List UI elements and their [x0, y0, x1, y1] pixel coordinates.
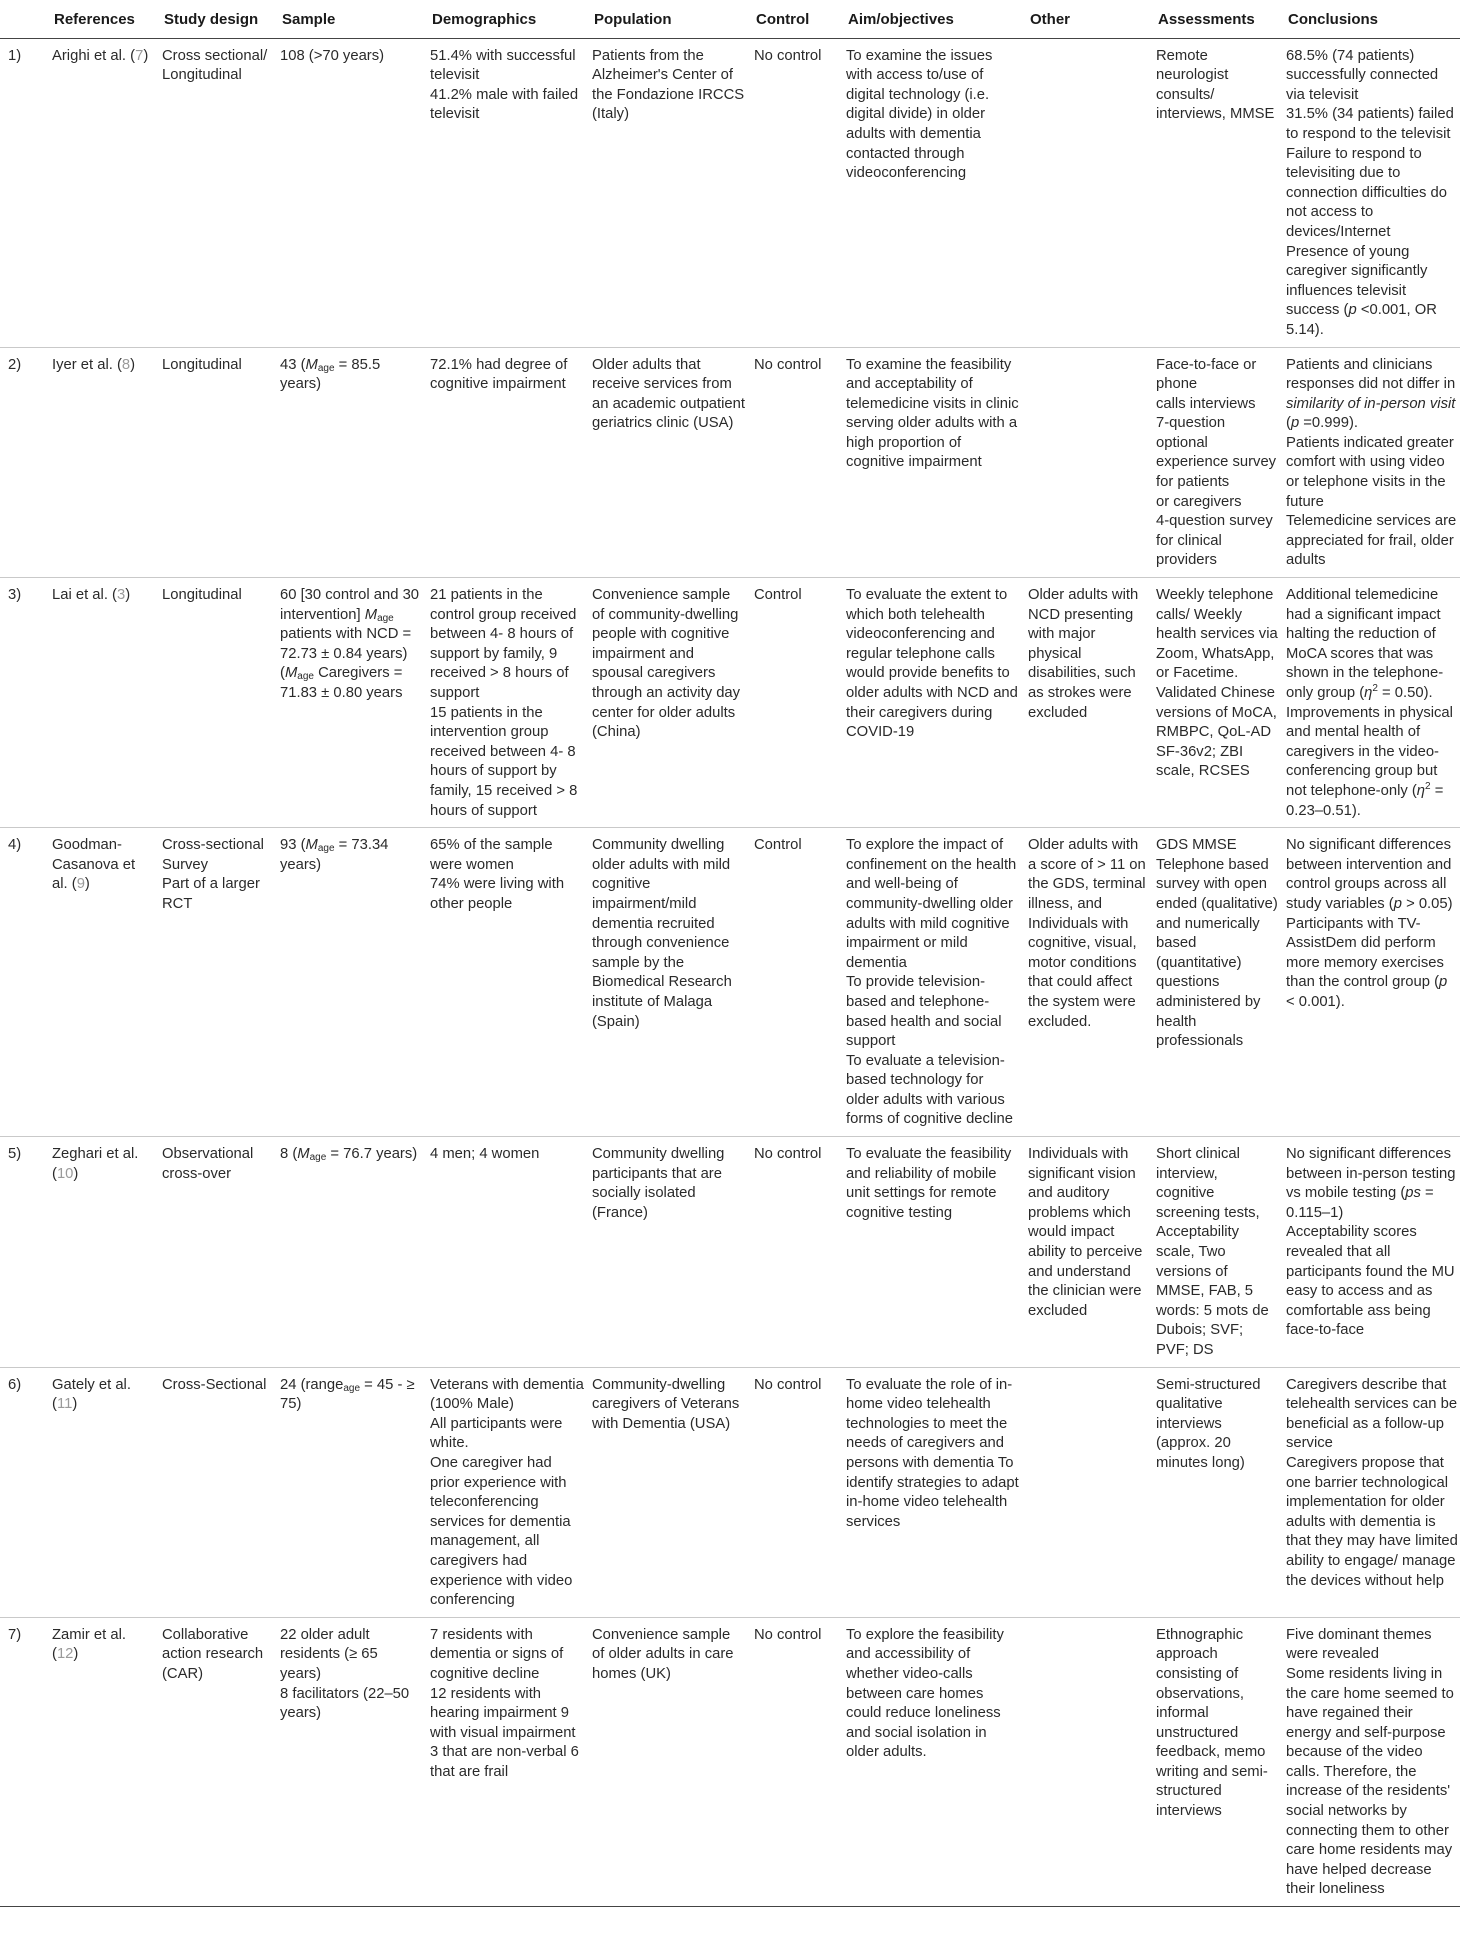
demographics-line: 41.2% male with failed televisit [430, 86, 579, 123]
aim-line: To examine the issues with access to/use of digital technology (i.e. digital divide) in older adults with dementia contacted through videoconferencing [846, 47, 993, 182]
conclusions-cell [1280, 1617, 1460, 1906]
demographics-line: 12 residents with hearing impairment 9 with visual impairment [430, 1685, 576, 1741]
assessments-line: calls interviews [1156, 395, 1256, 412]
design-line: Part of a larger RCT [162, 876, 260, 912]
conclusions-line: No significant differences between in-person testing vs mobile testing (ps = 0.115–1) [1286, 1146, 1456, 1221]
assessments-line: GDS MMSE Telephone based survey with open ended (qualitative) and numerically based (quantitative) questions administered by health professionals [1156, 837, 1278, 1050]
header-cell-assessments: Assessments [1158, 11, 1255, 28]
reference-number-link[interactable]: 12 [56, 1646, 74, 1663]
reference-author: Arighi et al. [52, 47, 127, 64]
conclusions-line: Participants with TV-AssistDem did perform more memory exercises than the control group (p < 0.001). [1286, 915, 1448, 1010]
population-cell [586, 38, 748, 347]
sample-line: 108 (>70 years) [280, 47, 385, 64]
aim-line: To evaluate the feasibility and reliability of mobile unit settings for remote cognitive testing [846, 1146, 1012, 1221]
design-line: Observational cross-over [162, 1146, 254, 1182]
design-line: Longitudinal [162, 587, 242, 604]
design-cell [156, 578, 274, 828]
reference-cell: Goodman-Casanova et al. (9) [52, 837, 136, 893]
aim-cell [840, 38, 1022, 347]
aim-line: To evaluate the role of in-home video telehealth technologies to meet the needs of caregivers and persons with dementia To identify strategies to adapt in-home video telehealth services [846, 1376, 1019, 1530]
conclusions-line: No significant differences between intervention and control groups across all study variables (p > 0.05) [1286, 837, 1453, 912]
conclusions-line: Patients indicated greater comfort with using video or telephone visits in the future [1286, 434, 1454, 510]
reference-cell: Zamir et al. (12) [52, 1626, 126, 1663]
assessments-cell [1150, 347, 1280, 578]
conclusions-line: Some residents living in the care home seemed to have regained their energy and self-purpose because of the video calls. Therefore, the increase of the residents' social networks by connecting them to other care home residents may have helped decrease their loneliness [1286, 1665, 1454, 1898]
table-row [0, 1367, 1460, 1617]
population-line: Older adults that receive services from an academic outpatient geriatrics clinic (USA) [592, 356, 746, 432]
aim-line: To provide television-based and telephone-based health and social support [846, 974, 1002, 1050]
sample-line: 60 [30 control and 30 intervention] $M_{age}$ patients with NCD = 72.73 ± 0.84 years) ($M_{age}$ Caregivers = 71.83 ± 0.80 years [280, 587, 420, 701]
conclusions-line: 68.5% (74 patients) successfully connected via televisit [1286, 47, 1439, 103]
conclusions-line: 31.5% (34 patients) failed to respond to the televisit [1286, 106, 1454, 142]
assessments-line: Short clinical interview, cognitive screening tests, Acceptability scale, Two versions of MMSE, FAB, 5 words: 5 mots de Dubois; SVF; PVF; DS [1156, 1146, 1269, 1358]
sample-cell [274, 1367, 424, 1617]
assessments-line: Validated Chinese versions of MoCA, RMBPC, QoL-AD SF-36v2; ZBI scale, RCSES [1156, 685, 1277, 780]
control-cell: No control [754, 1146, 822, 1163]
demographics-cell [424, 38, 586, 347]
population-cell [586, 347, 748, 578]
aim-line: To examine the feasibility and acceptability of telemedicine visits in clinic serving older adults with a high proportion of cognitive impairment [846, 356, 1019, 471]
demographics-line: 7 residents with dementia or signs of cognitive decline [430, 1626, 564, 1682]
assessments-line: Ethnographic approach consisting of observations, informal unstructured feedback, memo writing and semi-structured interviews [1156, 1626, 1268, 1820]
assessments-line: Semi-structured qualitative interviews (approx. 20 minutes long) [1156, 1376, 1261, 1471]
header-cell-sample: Sample [282, 11, 336, 28]
row-number-cell: 5) [8, 1146, 22, 1163]
aim-line: To evaluate the extent to which both telehealth videoconferencing and regular telephone calls would provide benefits to older adults with NCD and their caregivers during COVID-19 [846, 587, 1018, 741]
row-number-cell: 2) [8, 356, 22, 373]
population-line: Community dwelling participants that are socially isolated (France) [592, 1146, 725, 1221]
sample-cell [274, 1137, 424, 1368]
assessments-line: Face-to-face or phone [1156, 356, 1257, 393]
conclusions-line: Patients and clinicians responses did not differ in similarity of in-person visit (p =0.999). [1286, 356, 1456, 432]
header-cell-study-design: Study design [164, 11, 259, 28]
assessments-cell [1150, 578, 1280, 828]
demographics-line: 15 patients in the intervention group received between 4- 8 hours of support by family, 15 received > 8 hours of support [430, 704, 578, 819]
aim-cell [840, 578, 1022, 828]
reference-cell: Iyer et al. (8) [52, 356, 136, 373]
conclusions-cell [1280, 1137, 1460, 1368]
sample-line: 43 ($M_{age} = 85.5$ years) [280, 356, 381, 393]
table-body [0, 38, 1460, 1906]
header-cell-index [0, 0, 46, 38]
reference-number-link[interactable]: 7 [135, 47, 144, 64]
aim-cell [840, 1367, 1022, 1617]
design-line: Collaborative action research (CAR) [162, 1626, 264, 1682]
population-line: Convenience sample of community-dwelling people with cognitive impairment and spousal caregivers through an activity day center for older adults (China) [592, 587, 741, 741]
assessments-line: Weekly telephone calls/ Weekly health services via Zoom, WhatsApp, or Facetime. [1156, 587, 1278, 682]
assessments-line: 7-question optional experience survey for patients [1156, 415, 1277, 491]
table-row [0, 828, 1460, 1137]
population-cell [586, 828, 748, 1137]
demographics-line: 51.4% with successful televisit [430, 47, 576, 84]
control-cell: No control [754, 1626, 822, 1643]
sample-cell [274, 828, 424, 1137]
assessments-line: 4-question survey for clinical providers [1156, 513, 1273, 569]
conclusions-cell [1280, 828, 1460, 1137]
conclusions-line: Presence of young caregiver significantly influences televisit success (p <0.001, OR 5.14). [1286, 243, 1437, 338]
other-cell [1022, 38, 1150, 347]
conclusions-line: Caregivers propose that one barrier technological implementation for older adults with dementia is that they may have limited ability to engage/ manage the devices without help [1286, 1454, 1458, 1589]
conclusions-line: Telemedicine services are appreciated for frail, older adults [1286, 513, 1457, 569]
aim-cell [840, 828, 1022, 1137]
reference-cell: Zeghari et al. (10) [52, 1146, 139, 1182]
demographics-cell [424, 1617, 586, 1906]
demographics-cell [424, 578, 586, 828]
table-row [0, 38, 1460, 347]
demographics-line: 4 men; 4 women [430, 1146, 540, 1163]
demographics-line: 3 that are non-verbal 6 that are frail [430, 1744, 579, 1780]
reference-author: Gately et al. [52, 1376, 131, 1393]
population-line: Community-dwelling caregivers of Veterans with Dementia (USA) [592, 1376, 740, 1432]
header-cell-aim: Aim/objectives [848, 11, 954, 28]
demographics-line: 74% were living with other people [430, 876, 565, 912]
design-line: Cross-sectional Survey [162, 837, 264, 873]
design-cell [156, 1617, 274, 1906]
design-cell [156, 347, 274, 578]
control-cell: Control [754, 837, 802, 854]
reference-author: Zeghari et al. [52, 1146, 139, 1163]
conclusions-line: Acceptability scores revealed that all participants found the MU easy to access and as comfortable ass being face-to-face [1286, 1224, 1455, 1339]
row-number-cell: 7) [8, 1626, 22, 1643]
header-cell-control: Control [756, 11, 810, 28]
assessments-cell [1150, 1137, 1280, 1368]
population-cell [586, 578, 748, 828]
conclusions-line: Five dominant themes were revealed [1286, 1626, 1432, 1663]
other-cell [1022, 1367, 1150, 1617]
sample-cell [274, 1617, 424, 1906]
other-cell [1022, 828, 1150, 1137]
header-cell-references: References [54, 11, 135, 28]
conclusions-line: Caregivers describe that telehealth services can be beneficial as a follow-up service [1286, 1376, 1458, 1452]
assessments-cell [1150, 1617, 1280, 1906]
population-cell [586, 1137, 748, 1368]
reference-author: Zamir et al. [52, 1626, 126, 1643]
demographics-line: One caregiver had prior experience with teleconferencing services for dementia management, all caregivers had experience with video conferencing [430, 1454, 573, 1609]
aim-cell [840, 1617, 1022, 1906]
conclusions-line: Additional telemedicine had a significant impact halting the reduction of MoCA scores that was shown in the telephone-only group $(\eta^2 = 0.50)$. [1286, 587, 1444, 701]
sample-cell [274, 578, 424, 828]
control-cell: No control [754, 1376, 822, 1393]
population-line: Community dwelling older adults with mild cognitive impairment/mild dementia recruited through convenience sample by the Biomedical Research institute of Malaga (Spain) [592, 837, 732, 1030]
assessments-cell [1150, 38, 1280, 347]
demographics-cell [424, 1367, 586, 1617]
conclusions-line: Failure to respond to televisiting due to connection difficulties do not access to devices/Internet [1286, 145, 1447, 240]
reference-author: Iyer et al. [52, 356, 113, 373]
conclusions-cell [1280, 38, 1460, 347]
design-line: Longitudinal [162, 67, 242, 84]
sample-line: 22 older adult residents (≥ 65 years) [280, 1626, 378, 1682]
design-cell [156, 38, 274, 347]
design-cell [156, 1137, 274, 1368]
conclusions-cell [1280, 347, 1460, 578]
other-line: Older adults with NCD presenting with major physical disabilities, such as strokes were excluded [1028, 587, 1139, 721]
reference-cell: Gately et al. (11) [52, 1376, 131, 1413]
reference-cell: Arighi et al. (7) [52, 47, 149, 64]
population-line: Convenience sample of older adults in care homes (UK) [592, 1626, 734, 1682]
row-number-cell: 4) [8, 837, 22, 854]
header-cell-demographics: Demographics [432, 11, 537, 28]
row-number-cell: 1) [8, 47, 22, 64]
demographics-line: All participants were white. [430, 1415, 563, 1452]
other-cell [1022, 1137, 1150, 1368]
population-cell [586, 1367, 748, 1617]
design-cell [156, 828, 274, 1137]
conclusions-cell [1280, 578, 1460, 828]
assessments-line: Remote neurologist consults/ interviews, MMSE [1156, 47, 1275, 123]
control-cell: Control [754, 587, 802, 604]
sample-line: 8 facilitators (22–50 years) [280, 1685, 410, 1722]
reference-cell: Lai et al. (3) [52, 587, 131, 604]
design-cell [156, 1367, 274, 1617]
table-row [0, 578, 1460, 828]
demographics-cell [424, 828, 586, 1137]
conclusions-cell [1280, 1367, 1460, 1617]
aim-cell [840, 347, 1022, 578]
reference-number-link[interactable]: 9 [76, 876, 85, 893]
demographics-line: 65% of the sample were women [430, 837, 553, 873]
aim-line: To evaluate a television-based technology for older adults with various forms of cognitive decline [846, 1052, 1013, 1128]
aim-line: To explore the feasibility and accessibility of whether video-calls between care homes could reduce loneliness and social isolation in older adults. [846, 1626, 1004, 1761]
reference-number-link[interactable]: 8 [121, 356, 131, 373]
sample-line: 24 (range$_{age}$ = 45 - ≥ 75) [280, 1376, 415, 1413]
row-number-cell: 3) [8, 587, 22, 604]
sample-cell [274, 347, 424, 578]
other-line: Individuals with significant vision and auditory problems which would impact ability to perceive and understand the clinician were excluded [1028, 1146, 1143, 1319]
header-cell-conclusions: Conclusions [1288, 11, 1379, 28]
aim-cell [840, 1137, 1022, 1368]
sample-line: 93 ($M_{age} = 73.34$ years) [280, 837, 389, 873]
assessments-line: or caregivers [1156, 493, 1242, 510]
demographics-line: 21 patients in the control group received between 4- 8 hours of support by family, 9 received > 8 hours of support [430, 587, 577, 701]
reference-author: Goodman-Casanova et al. [52, 837, 136, 893]
reference-number-link[interactable]: 10 [56, 1165, 74, 1182]
table-row [0, 347, 1460, 578]
other-cell [1022, 578, 1150, 828]
assessments-cell [1150, 828, 1280, 1137]
table-header-row [0, 0, 1460, 38]
conclusions-line: Improvements in physical and mental health of caregivers in the video-conferencing group but not telephone-only $(\eta^2 = 0.23-0.51)$. [1286, 704, 1453, 819]
reference-number-link[interactable]: 11 [56, 1396, 73, 1413]
other-cell [1022, 347, 1150, 578]
table-row [0, 1137, 1460, 1368]
population-cell [586, 1617, 748, 1906]
header-cell-other: Other [1030, 11, 1071, 28]
reference-author: Lai et al. [52, 587, 108, 604]
table-row [0, 1617, 1460, 1906]
design-line: Cross-Sectional [162, 1376, 267, 1393]
reference-number-link[interactable]: 3 [116, 587, 126, 604]
demographics-cell [424, 1137, 586, 1368]
demographics-line: 72.1% had degree of cognitive impairment [430, 356, 568, 393]
design-line: Longitudinal [162, 356, 242, 373]
aim-line: To explore the impact of confinement on the health and well-being of community-dwelling older adults with mild cognitive impairment or mild dementia [846, 837, 1017, 971]
demographics-cell [424, 347, 586, 578]
other-cell [1022, 1617, 1150, 1906]
control-cell: No control [754, 47, 822, 64]
design-line: Cross sectional/ [162, 47, 268, 64]
row-number-cell: 6) [8, 1376, 22, 1393]
demographics-line: Veterans with dementia (100% Male) [430, 1376, 584, 1413]
control-cell: No control [754, 356, 822, 373]
assessments-cell [1150, 1367, 1280, 1617]
header-cell-population: Population [594, 11, 672, 28]
population-line: Patients from the Alzheimer's Center of the Fondazione IRCCS (Italy) [592, 47, 745, 123]
other-line: Older adults with a score of > 11 on the GDS, terminal illness, and Individuals with cognitive, visual, motor conditions that could affect the system were excluded. [1028, 837, 1146, 1030]
sample-line: 8 ($M_{age} = 76.7$ years) [280, 1146, 418, 1164]
sample-cell [274, 38, 424, 347]
